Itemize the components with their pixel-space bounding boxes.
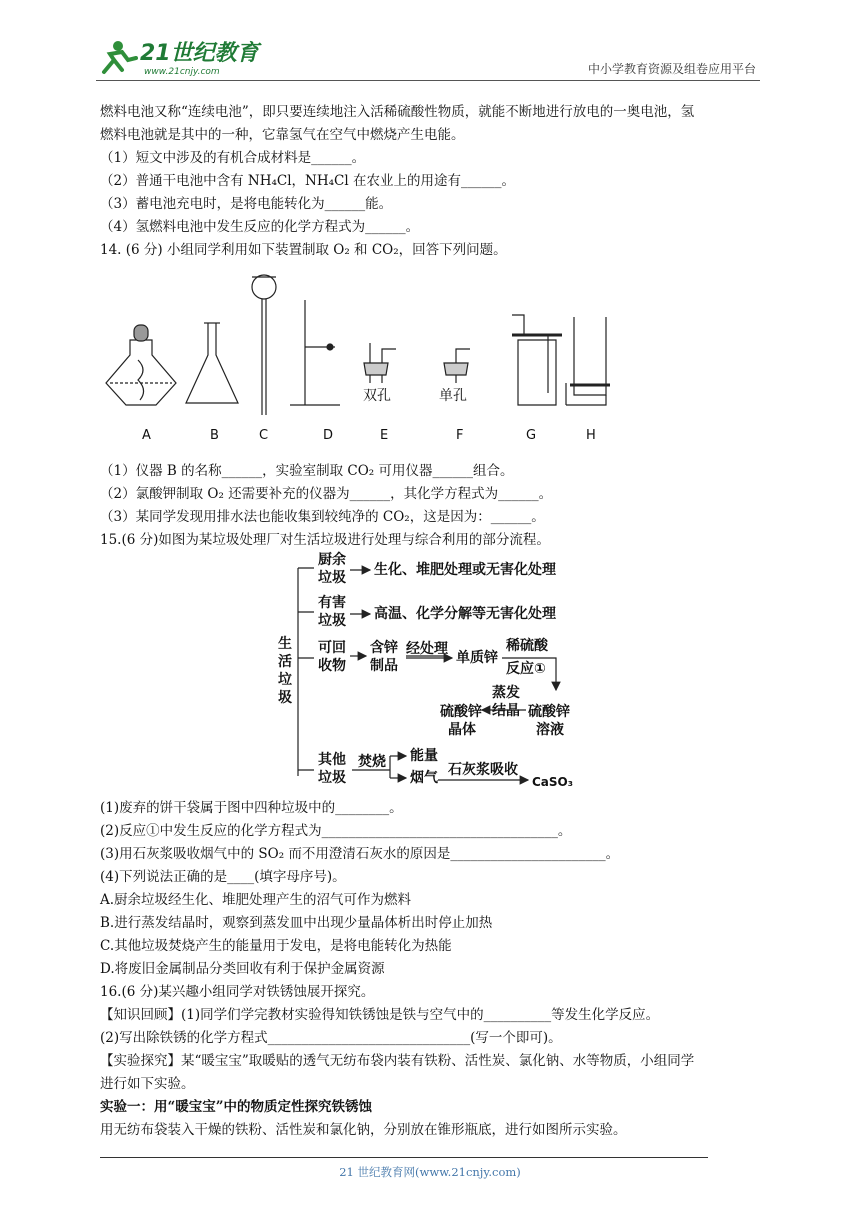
burn-label: 焚烧 <box>358 754 386 770</box>
text-line: (1)废弃的饼干袋属于图中四种垃圾中的________。 <box>100 800 403 816</box>
harmful-result: 高温、化学分解等无害化处理 <box>374 606 556 622</box>
zinc-metal: 单质锌 <box>456 650 498 666</box>
footer-text[interactable]: 21 世纪教育网(www.21cnjy.com) <box>339 1165 521 1179</box>
acid-label: 稀硫酸 <box>506 638 548 654</box>
text-line: （1）短文中涉及的有机合成材料是______。 <box>100 150 366 166</box>
label-a: A <box>142 428 151 443</box>
kitchen-result: 生化、堆肥处理或无害化处理 <box>374 562 556 578</box>
apparatus-c <box>252 275 276 415</box>
text-line: 进行如下实验。 <box>100 1076 195 1092</box>
waste-flow-diagram <box>270 550 600 795</box>
label-h: H <box>586 428 596 443</box>
label-g: G <box>526 428 537 443</box>
recyclable-label: 收物 <box>318 658 346 674</box>
text-line: (2)反应①中发生反应的化学方程式为___________________________________。 <box>100 823 572 839</box>
option-d: D.将废旧金属制品分类回收有利于保护金属资源 <box>100 961 385 977</box>
apparatus-g <box>512 315 562 405</box>
znso4-crystal: 晶体 <box>448 722 476 738</box>
header-rule <box>96 80 760 81</box>
zinc-item: 含锌 <box>370 640 398 656</box>
platform-name: 中小学教育资源及组卷应用平台 <box>587 62 756 76</box>
other-label: 其他 <box>318 752 346 768</box>
apparatus-a <box>106 325 176 405</box>
evaporate-label: 蒸发 <box>492 685 520 701</box>
experiment-title: 实验一：用“暖宝宝”中的物质定性探究铁锈蚀 <box>100 1099 373 1115</box>
lime-label: 石灰浆吸收 <box>448 762 518 778</box>
zinc-item: 制品 <box>370 658 398 674</box>
kitchen-label: 垃圾 <box>318 570 346 586</box>
process-label: 经处理 <box>406 641 448 657</box>
question-16-title: 16.(6 分)某兴趣小组同学对铁锈蚀展开探究。 <box>100 984 375 1000</box>
recyclable-label: 可回 <box>318 640 346 656</box>
text-line: （3）某同学发现用排水法也能收集到较纯净的 CO₂，这是因为：______。 <box>100 509 545 525</box>
harmful-label: 垃圾 <box>318 613 346 629</box>
label-b: B <box>210 428 219 443</box>
option-b: B.进行蒸发结晶时，观察到蒸发皿中出现少量晶体析出时停止加热 <box>100 915 493 931</box>
text-line: （2）普通干电池中含有 NH₄Cl，NH₄Cl 在农业上的用途有______。 <box>100 173 515 189</box>
text-line: （2）氯酸钾制取 O₂ 还需要补充的仪器为______，其化学方程式为______。 <box>100 486 553 502</box>
znso4-solution: 硫酸锌 <box>528 704 570 720</box>
text-line: （3）蓄电池充电时，是将电能转化为______能。 <box>100 196 393 212</box>
label-d: D <box>323 428 334 443</box>
text-line: (2)写出除铁锈的化学方程式______________________________(写一个即可)。 <box>100 1030 562 1046</box>
root-char: 圾 <box>278 690 292 706</box>
harmful-label: 有害 <box>318 595 346 611</box>
label-f: F <box>456 428 464 443</box>
reaction-label: 反应① <box>506 661 546 677</box>
text-line: 燃料电池又称“连续电池”，即只要连续地注入活稀硫酸性物质，就能不断地进行放电的一奥电池，氢 <box>100 104 695 120</box>
znso4-crystal: 硫酸锌 <box>440 704 482 720</box>
other-label: 垃圾 <box>318 770 346 786</box>
root-char: 活 <box>278 654 292 670</box>
logo-text: 21世纪教育 <box>140 41 259 66</box>
label-e: E <box>380 428 389 443</box>
site-logo <box>96 36 266 80</box>
product-label: CaSO₃ <box>532 775 574 789</box>
root-char: 垃 <box>278 672 292 688</box>
root-char: 生 <box>278 636 292 652</box>
znso4-solution: 溶液 <box>536 722 564 738</box>
flue-label: 烟气 <box>410 770 438 786</box>
option-c: C.其他垃圾焚烧产生的能量用于发电，是将电能转化为热能 <box>100 938 452 954</box>
apparatus-h <box>566 317 610 405</box>
text-line: (3)用石灰浆吸收烟气中的 SO₂ 而不用澄清石灰水的原因是_______________________。 <box>100 846 620 862</box>
logo-url: www.21cnjy.com <box>144 67 220 77</box>
apparatus-e <box>364 343 396 383</box>
text-line: （4）氢燃料电池中发生反应的化学方程式为______。 <box>100 219 420 235</box>
question-14-title: 14. (6 分) 小组同学利用如下装置制取 O₂ 和 CO₂，回答下列问题。 <box>100 242 507 258</box>
text-line: 【知识回顾】(1)同学们学完教材实验得知铁锈蚀是铁与空气中的__________等发生化学反应。 <box>100 1007 660 1023</box>
question-15-title: 15.(6 分)如图为某垃圾处理厂对生活垃圾进行处理与综合利用的部分流程。 <box>100 532 550 548</box>
runner-icon <box>104 41 136 72</box>
apparatus-d <box>290 300 340 405</box>
caption-e: 双孔 <box>363 388 391 404</box>
apparatus-b <box>186 323 238 403</box>
label-c: C <box>259 428 269 443</box>
text-line: （1）仪器 B 的名称______，实验室制取 CO₂ 可用仪器______组合。 <box>100 463 514 479</box>
apparatus-f <box>444 349 470 383</box>
text-line: 用无纺布袋装入干燥的铁粉、活性炭和氯化钠，分别放在锥形瓶底，进行如图所示实验。 <box>100 1122 627 1138</box>
evaporate-label: 结晶 <box>492 703 520 719</box>
text-line: 燃料电池就是其中的一种，它靠氢气在空气中燃烧产生电能。 <box>100 127 465 143</box>
energy-label: 能量 <box>410 748 438 764</box>
footer-rule <box>100 1157 708 1158</box>
option-a: A.厨余垃圾经生化、堆肥处理产生的沼气可作为燃料 <box>100 892 412 908</box>
kitchen-label: 厨余 <box>318 552 346 568</box>
caption-f: 单孔 <box>439 388 467 404</box>
apparatus-figure <box>100 265 620 450</box>
text-line: (4)下列说法正确的是____(填字母序号)。 <box>100 869 346 885</box>
text-line: 【实验探究】某“暖宝宝”取暖贴的透气无纺布袋内装有铁粉、活性炭、氯化钠、水等物质，小组同学 <box>100 1053 695 1069</box>
